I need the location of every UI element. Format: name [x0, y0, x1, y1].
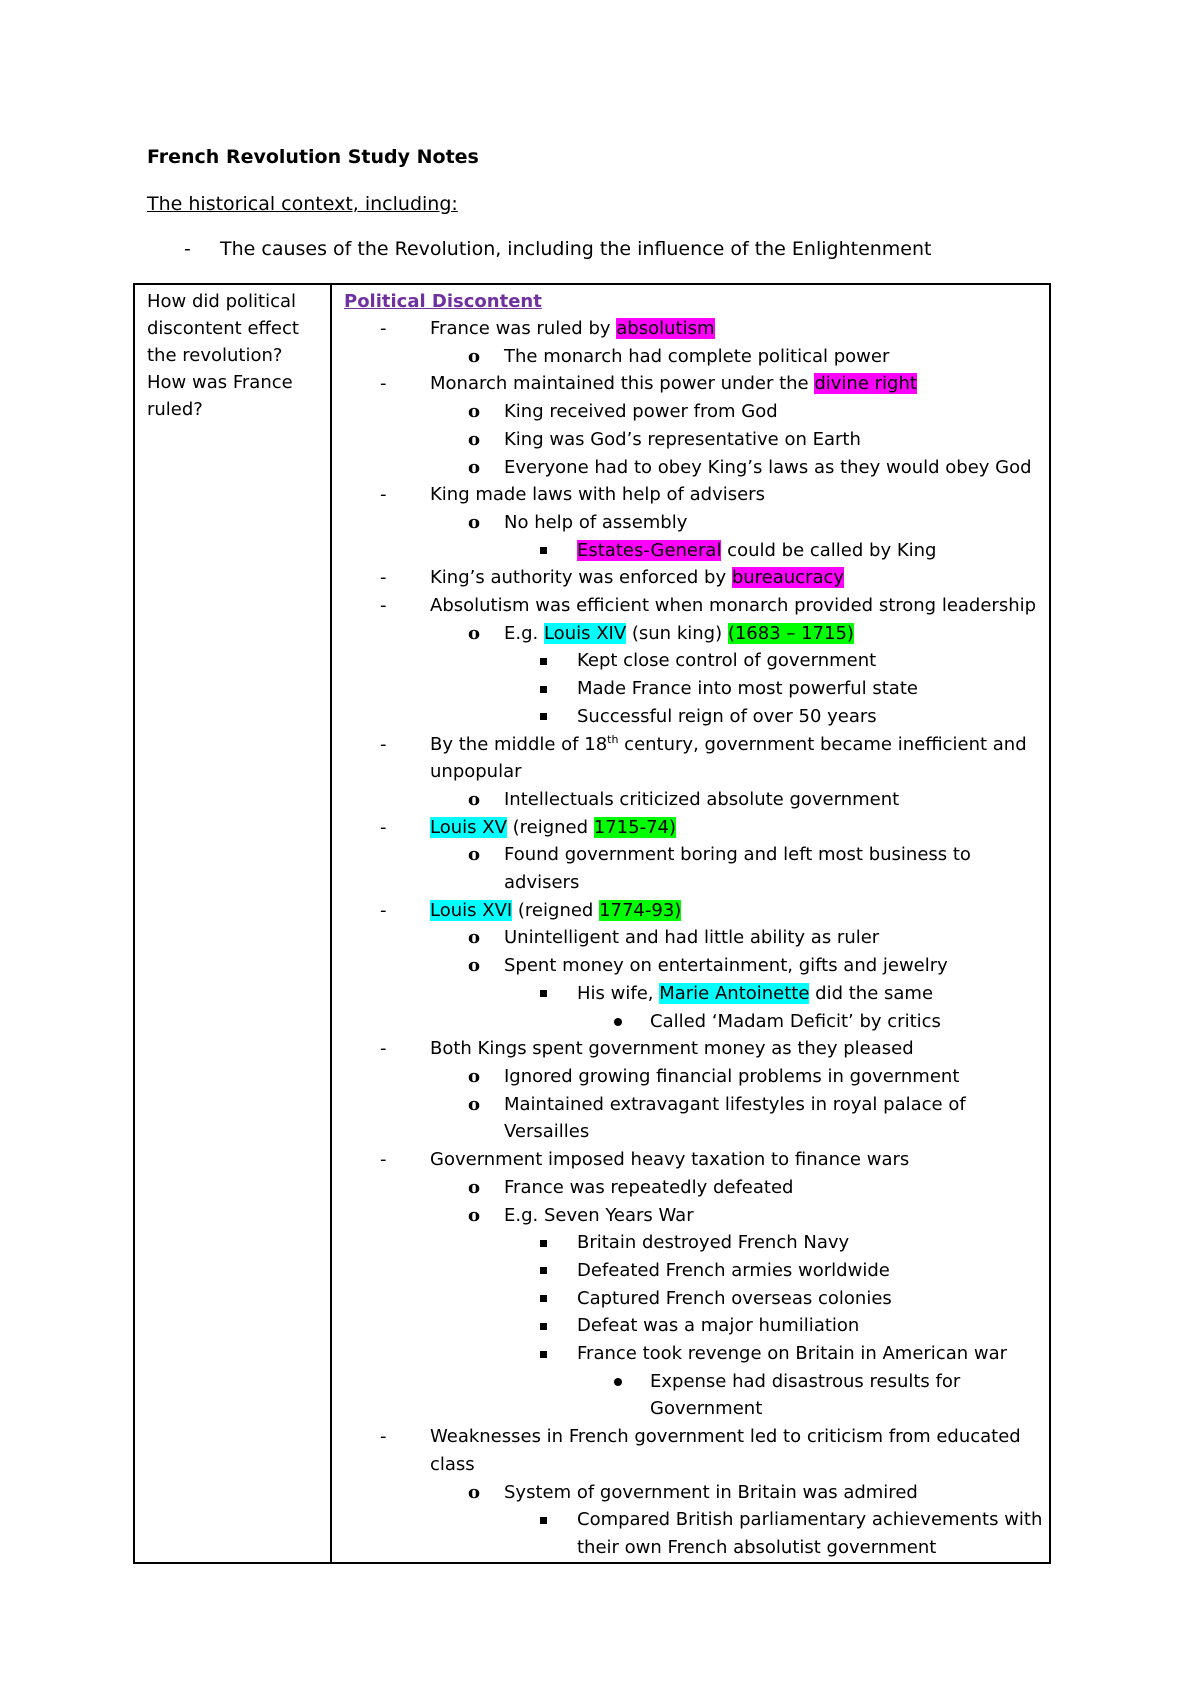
square-bullet-icon	[540, 703, 547, 731]
highlight-name: Louis XIV	[543, 622, 627, 644]
note-item: Defeated French armies worldwide	[344, 1257, 1049, 1285]
circle-marker: o	[468, 622, 481, 644]
note-item: Called ‘Madam Deficit’ by critics	[344, 1008, 1049, 1036]
note-item: Expense had disastrous results for Government	[344, 1368, 1049, 1423]
note-item: o King received power from God	[344, 398, 1049, 426]
note-item: - France was ruled by absolutism	[344, 315, 1049, 343]
note-item: - Louis XVI (reigned 1774-93)	[344, 897, 1049, 925]
note-item: - King’s authority was enforced by bureaucracy	[344, 564, 1049, 592]
note-item: Made France into most powerful state	[344, 675, 1049, 703]
note-item: o Maintained extravagant lifestyles in royal palace of Versailles	[344, 1091, 1049, 1146]
dash-marker: -	[380, 816, 387, 838]
dash-marker: -	[380, 484, 387, 506]
note-item: o Spent money on entertainment, gifts and jewelry	[344, 952, 1049, 980]
answer-cell	[331, 284, 1050, 1563]
circle-marker: o	[468, 844, 481, 866]
dash-marker: -	[380, 318, 387, 339]
note-item: Successful reign of over 50 years	[344, 703, 1049, 731]
circle-marker: o	[468, 1065, 481, 1087]
dash-marker: -	[380, 899, 387, 921]
highlight-term: absolutism	[616, 318, 715, 339]
round-bullet-icon	[614, 1368, 622, 1396]
circle-marker: o	[468, 927, 481, 949]
document-subtitle: The historical context, including:	[147, 193, 458, 215]
note-item: Defeat was a major humiliation	[344, 1312, 1049, 1340]
square-bullet-icon	[540, 1340, 547, 1368]
note-item: Britain destroyed French Navy	[344, 1229, 1049, 1257]
square-bullet-icon	[540, 1257, 547, 1285]
note-item: o System of government in Britain was admired	[344, 1479, 1049, 1507]
circle-marker: o	[468, 401, 481, 423]
note-item: o Ignored growing financial problems in government	[344, 1063, 1049, 1091]
note-item: o E.g. Louis XIV (sun king) (1683 – 1715)	[344, 620, 1049, 648]
circle-marker: o	[468, 1204, 481, 1226]
note-item: o Intellectuals criticized absolute government	[344, 786, 1049, 814]
note-item: Compared British parliamentary achievements with their own French absolutist government	[344, 1506, 1049, 1561]
note-item: Kept close control of government	[344, 647, 1049, 675]
note-item: o No help of assembly	[344, 509, 1049, 537]
square-bullet-icon	[540, 1285, 547, 1313]
dash-marker: -	[380, 1038, 387, 1060]
note-item: - Weaknesses in French government led to criticism from educated class	[344, 1423, 1049, 1478]
dash-marker: -	[380, 373, 387, 395]
note-item: Estates-General could be called by King	[344, 537, 1049, 565]
circle-marker: o	[468, 428, 481, 450]
circle-marker: o	[468, 1093, 481, 1115]
circle-marker: o	[468, 1176, 481, 1198]
dash-marker: -	[380, 1149, 387, 1171]
round-bullet-icon	[614, 1008, 622, 1036]
note-item: His wife, Marie Antoinette did the same	[344, 980, 1049, 1008]
note-item: o E.g. Seven Years War	[344, 1202, 1049, 1230]
note-item: - Government imposed heavy taxation to finance wars	[344, 1146, 1049, 1174]
circle-marker: o	[468, 788, 481, 810]
question-text	[135, 285, 330, 423]
highlight-term: bureaucracy	[731, 567, 845, 589]
note-item: - Monarch maintained this power under the divine right	[344, 370, 1049, 398]
square-bullet-icon	[540, 537, 547, 565]
highlight-date: 1774-93)	[599, 899, 682, 921]
note-item: - Louis XV (reigned 1715-74)	[344, 814, 1049, 842]
note-item: o Unintelligent and had little ability as ruler	[344, 924, 1049, 952]
note-item: France took revenge on Britain in American war	[344, 1340, 1049, 1368]
dash-marker: -	[380, 595, 387, 617]
notes-row	[134, 284, 1050, 1563]
note-item: o King was God’s representative on Earth	[344, 426, 1049, 454]
cause-line	[184, 238, 932, 260]
highlight-term: divine right	[814, 373, 917, 395]
question-line-2: How was France ruled?	[147, 372, 293, 420]
note-item: - Absolutism was efficient when monarch provided strong leadership	[344, 592, 1049, 620]
note-item: o The monarch had complete political power	[344, 343, 1049, 371]
question-line-1: How did political discontent effect the revolution?	[147, 291, 299, 366]
notes-table	[133, 283, 1051, 1564]
dash-marker: -	[380, 733, 387, 755]
dash-marker: -	[380, 1426, 387, 1448]
circle-marker: o	[468, 345, 481, 367]
square-bullet-icon	[540, 980, 547, 1008]
section-heading: Political Discontent	[344, 291, 542, 312]
square-bullet-icon	[540, 1506, 547, 1534]
note-item: - King made laws with help of advisers	[344, 481, 1049, 509]
note-item: Captured French overseas colonies	[344, 1285, 1049, 1313]
dash-marker: -	[184, 238, 191, 260]
highlight-name: Louis XVI	[430, 899, 513, 921]
document-title: French Revolution Study Notes	[147, 146, 479, 168]
circle-marker: o	[468, 456, 481, 478]
note-item: o Found government boring and left most business to advisers	[344, 841, 1049, 896]
question-cell	[134, 284, 331, 1563]
dash-marker: -	[380, 567, 387, 589]
note-item: o Everyone had to obey King’s laws as they would obey God	[344, 454, 1049, 482]
highlight-term: Estates-General	[577, 539, 722, 561]
note-item: o France was repeatedly defeated	[344, 1174, 1049, 1202]
highlight-name: Marie Antoinette	[659, 982, 810, 1004]
circle-marker: o	[468, 511, 481, 533]
cause-text: The causes of the Revolution, including the influence of the Enlightenment	[220, 238, 932, 260]
square-bullet-icon	[540, 1312, 547, 1340]
highlight-name: Louis XV	[430, 816, 507, 838]
highlight-date: 1715-74)	[593, 816, 677, 838]
highlight-date: (1683 – 1715)	[727, 622, 854, 644]
circle-marker: o	[468, 1481, 481, 1503]
square-bullet-icon	[540, 647, 547, 675]
note-item: - By the middle of 18th century, government became inefficient and unpopular	[380, 732, 1027, 783]
circle-marker: o	[468, 955, 481, 977]
square-bullet-icon	[540, 1229, 547, 1257]
note-item: - Both Kings spent government money as they pleased	[344, 1035, 1049, 1063]
square-bullet-icon	[540, 675, 547, 703]
